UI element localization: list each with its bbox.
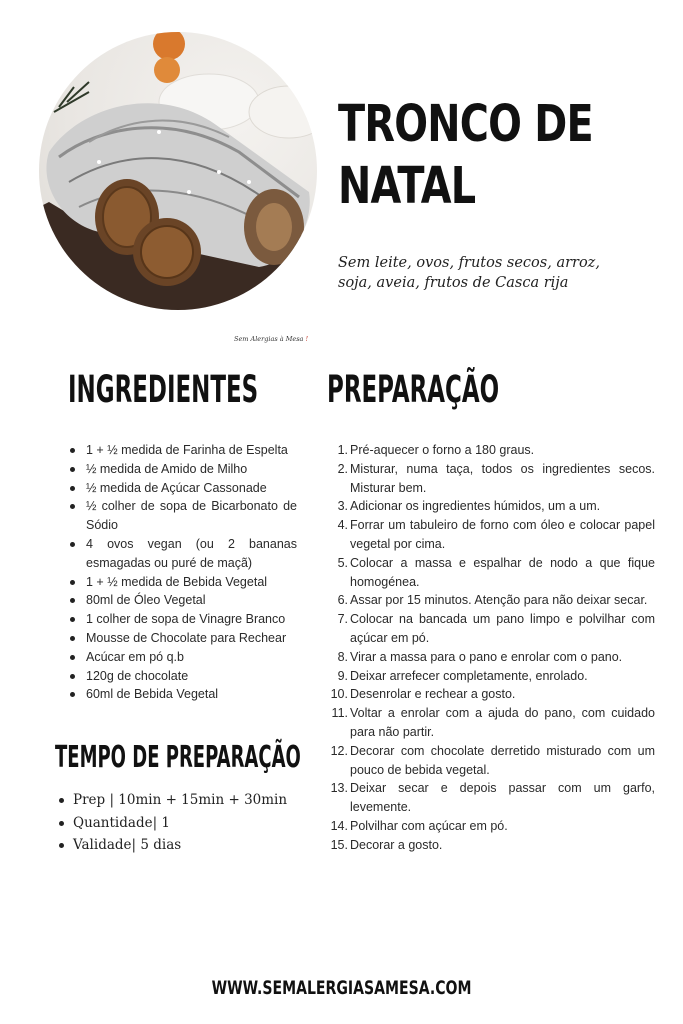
step-number: 6. <box>337 593 348 608</box>
step-number: 3. <box>337 499 348 514</box>
step-text: Assar por 15 minutos. Atenção para não deixar secar. <box>350 593 648 608</box>
step-number: 14. <box>330 818 348 833</box>
step-text: Misturar, numa taça, todos os ingredientes secos. Misturar bem. <box>350 461 655 495</box>
step-text: Polvilhar com açúcar em pó. <box>350 818 508 833</box>
brand-logo <box>232 328 308 350</box>
ingredients-list <box>69 441 297 704</box>
step-text: Desenrolar e rechear a gosto. <box>350 687 516 702</box>
preparation-step <box>328 460 655 498</box>
step-text: Colocar a massa e espalhar de nodo a que fique homogénea. <box>350 555 655 589</box>
preparation-heading: PREPARAÇÃO <box>327 368 500 411</box>
preparation-step <box>328 610 655 648</box>
logo-text-mark: ! <box>305 335 309 343</box>
preparation-steps <box>328 441 655 855</box>
step-number: 12. <box>330 743 348 758</box>
ingredient-item: Mousse de Chocolate para Rechear <box>69 629 297 648</box>
footer <box>0 977 683 999</box>
step-number: 5. <box>337 555 348 570</box>
step-text: Adicionar os ingredientes húmidos, um a um. <box>350 499 601 514</box>
prep-time-list <box>58 789 318 857</box>
step-text: Deixar arrefecer completamente, enrolado. <box>350 668 588 683</box>
preparation-step <box>328 779 655 817</box>
prep-time-item: Prep | 10min + 15min + 30min <box>58 789 318 812</box>
step-text: Decorar com chocolate derretido misturado com um pouco de bebida vegetal. <box>350 743 655 777</box>
ingredient-item: 120g de chocolate <box>69 667 297 686</box>
validity-item: Validade| 5 dias <box>58 834 318 857</box>
step-text: Deixar secar e depois passar com um garfo, levemente. <box>350 781 655 815</box>
recipe-title-line1: TRONCO DE <box>338 95 593 154</box>
step-text: Virar a massa para o pano e enrolar com o pano. <box>350 649 623 664</box>
ingredient-item: 1 + ½ medida de Farinha de Espelta <box>69 441 297 460</box>
preparation-step <box>328 836 655 855</box>
step-number: 9. <box>337 668 348 683</box>
preparation-step <box>328 441 655 460</box>
step-number: 4. <box>337 518 348 533</box>
preparation-step <box>328 516 655 554</box>
ingredient-item: 80ml de Óleo Vegetal <box>69 591 297 610</box>
preparation-step <box>328 685 655 704</box>
logo-text <box>234 335 308 343</box>
step-text: Colocar na bancada um pano limpo e polvilhar com açúcar em pó. <box>350 612 655 645</box>
preparation-step <box>328 704 655 742</box>
prep-time-heading: TEMPO DE PREPARAÇÃO <box>55 740 301 775</box>
recipe-title <box>338 94 593 218</box>
website-link[interactable]: WWW.SEMALERGIASAMESA.COM <box>211 977 472 999</box>
step-number: 2. <box>337 461 348 476</box>
step-number: 1. <box>337 443 348 457</box>
quantity-item: Quantidade| 1 <box>58 812 318 835</box>
preparation-step <box>328 591 655 610</box>
step-number: 13. <box>330 781 348 796</box>
hero-photo <box>39 32 317 310</box>
preparation-step <box>328 648 655 667</box>
yule-log-photo-icon <box>39 32 317 310</box>
step-text: Pré-aquecer o forno a 180 graus. <box>350 443 535 457</box>
step-number: 11. <box>331 706 348 721</box>
ingredient-item: 60ml de Bebida Vegetal <box>69 685 297 704</box>
step-number: 15. <box>330 837 348 852</box>
ingredient-item: Acúcar em pó q.b <box>69 648 297 667</box>
ingredient-item: 1 colher de sopa de Vinagre Branco <box>69 610 297 629</box>
preparation-step <box>328 497 655 516</box>
step-number: 7. <box>337 612 348 627</box>
recipe-title-line2: NATAL <box>338 157 476 216</box>
step-number: 10. <box>330 687 348 702</box>
ingredient-item: 1 + ½ medida de Bebida Vegetal <box>69 573 297 592</box>
ingredient-item: ½ colher de sopa de Bicarbonato de Sódio <box>69 497 297 535</box>
ingredient-item: 4 ovos vegan (ou 2 bananas esmagadas ou puré de maçã) <box>69 535 297 573</box>
step-text: Forrar um tabuleiro de forno com óleo e colocar papel vegetal por cima. <box>350 518 655 551</box>
ingredients-heading: INGREDIENTES <box>68 368 259 411</box>
step-text: Voltar a enrolar com a ajuda do pano, com cuidado para não partir. <box>350 706 655 739</box>
preparation-step <box>328 742 655 780</box>
recipe-subtitle: Sem leite, ovos, frutos secos, arroz, soja, aveia, frutos de Casca rija <box>338 255 600 291</box>
preparation-step <box>328 817 655 836</box>
preparation-step <box>328 554 655 592</box>
ingredient-item: ½ medida de Açúcar Cassonade <box>69 479 297 498</box>
step-number: 8. <box>337 649 348 664</box>
step-text: Decorar a gosto. <box>350 837 443 852</box>
logo-text-main: Sem Alergias à Mesa <box>234 335 304 343</box>
ingredient-item: ½ medida de Amido de Milho <box>69 460 297 479</box>
preparation-step <box>328 667 655 686</box>
